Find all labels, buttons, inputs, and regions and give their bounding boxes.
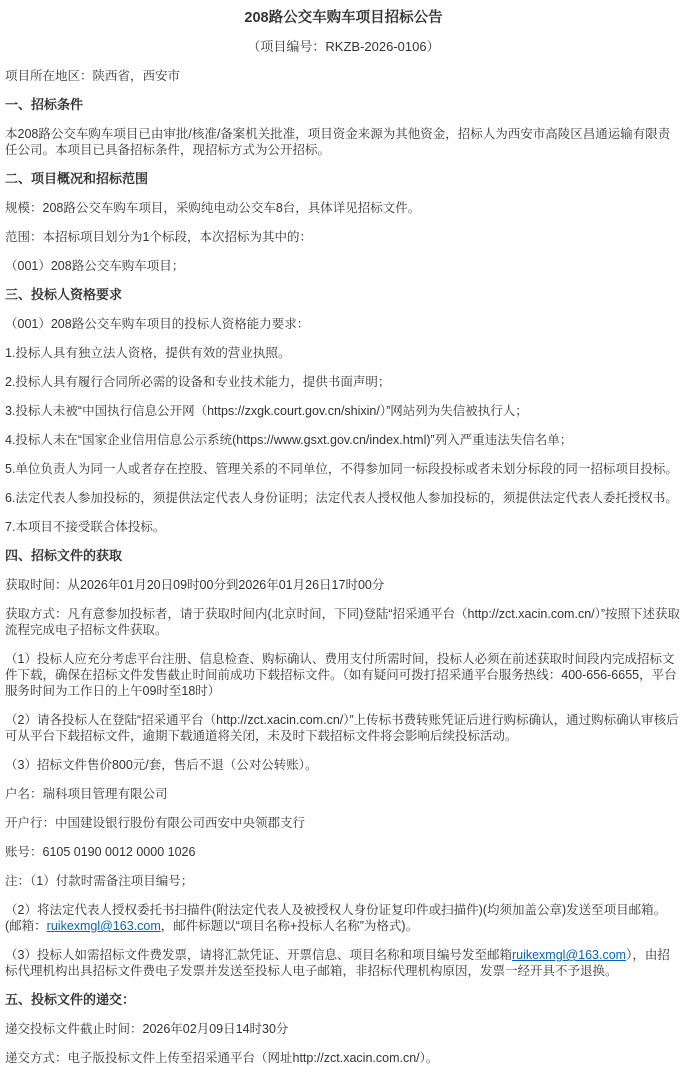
obtain-step-1: （1）投标人应充分考虑平台注册、信息检查、购标确认、费用支付所需时间，投标人必须在前述获取时间段内完成招标文件下载，确保在招标文件发售截止时间前成功下载招标文件。（如有疑问可拨打招采通平台服务热线：400-656-6655，平台服务时间为工作日的上午09时至18时） — [5, 652, 677, 698]
qualification-item-1: 1.投标人具有独立法人资格，提供有效的营业执照。 — [5, 346, 291, 360]
project-location: 项目所在地区：陕西省，西安市 — [5, 69, 181, 83]
obtain-time: 获取时间：从2026年01月20日09时00分到2026年01月26日17时00分 — [5, 578, 385, 592]
obtain-step-3: （3）招标文件售价800元/套，售后不退（公对公转账）。 — [5, 758, 318, 772]
qualification-intro: （001）208路公交车购车项目的投标人资格能力要求： — [5, 317, 310, 331]
section-2-heading: 二、项目概况和招标范围 — [5, 171, 149, 186]
qualification-item-7: 7.本项目不接受联合体投标。 — [5, 520, 166, 534]
email-link[interactable]: ruikexmgl@163.com — [46, 919, 161, 933]
payment-note-2-text: （2）将法定代表人授权委托书扫描件(附法定代表人及被授权人身份证复印件或扫描件)(均须加盖公章)发送至项目邮箱。(邮箱： — [5, 903, 667, 933]
payment-note-2-text-after: ，邮件标题以“项目名称+投标人名称”为格式)。 — [160, 919, 419, 933]
obtain-method: 获取方式：凡有意参加投标者，请于获取时间内(北京时间，下同)登陆“招采通平台（http://zct.xacin.com.cn/）”按照下述获取流程完成电子招标文件获取。 — [5, 607, 681, 637]
payment-note-3-text: （3）投标人如需招标文件费发票，请将汇款凭证、开票信息、项目名称和项目编号发至邮箱 — [5, 948, 512, 962]
qualification-item-5: 5.单位负责人为同一人或者存在控股、管理关系的不同单位，不得参加同一标段投标或者未划分标段的同一招标项目投标。 — [5, 462, 678, 476]
section-1-body: 本208路公交车购车项目已由审批/核准/备案机关批准，项目资金来源为其他资金，招标人为西安市高陵区昌通运输有限责任公司。本项目已具备招标条件，现招标方式为公开招标。 — [5, 127, 671, 157]
qualification-item-2: 2.投标人具有履行合同所必需的设备和专业技术能力，提供书面声明； — [5, 375, 391, 389]
account-number: 账号：6105 0190 0012 0000 1026 — [5, 845, 196, 859]
payment-note-3 — [5, 947, 682, 979]
section-1-heading: 一、招标条件 — [5, 97, 84, 112]
payment-note-3-text-after: ），由招标代理机构出具招标文件费电子发票并发送至投标人电子邮箱，非招标代理机构原因，发票一经开具不予退换。 — [5, 948, 670, 978]
qualification-item-4: 4.投标人未在“国家企业信用信息公示系统(https://www.gsxt.gov.cn/index.html)”列入严重违法失信名单； — [5, 433, 573, 447]
section-3-heading: 三、投标人资格要求 — [5, 287, 123, 302]
project-scope: 范围：本招标项目划分为1个标段，本次招标为其中的： — [5, 230, 312, 244]
qualification-item-6: 6.法定代表人参加投标的，须提供法定代表人身份证明；法定代表人授权他人参加投标的，须提供法定代表人委托授权书。 — [5, 491, 678, 505]
account-holder-name: 户名：瑞科项目管理有限公司 — [5, 787, 168, 801]
submission-deadline: 递交投标文件截止时间：2026年02月09日14时30分 — [5, 1022, 289, 1036]
email-link[interactable]: ruikexmgl@163.com — [511, 948, 627, 962]
doc-title: 208路公交车购车项目招标公告 — [244, 10, 443, 26]
project-number: （项目编号：RKZB-2026-0106） — [247, 39, 440, 54]
payment-note-2 — [5, 902, 682, 934]
lot-001: （001）208路公交车购车项目； — [5, 259, 185, 273]
bank-name: 开户行：中国建设银行股份有限公司西安中央领郡支行 — [5, 816, 306, 830]
project-scale: 规模：208路公交车购车项目，采购纯电动公交车8台，具体详见招标文件。 — [5, 201, 421, 215]
obtain-step-2: （2）请各投标人在登陆“招采通平台（http://zct.xacin.com.cn/）”上传标书费转账凭证后进行购标确认，通过购标确认审核后可从平台下载招标文件，逾期下载通道将关闭，未及时下载招标文件将会影响后续投标活动。 — [5, 713, 679, 743]
section-5-heading: 五、投标文件的递交： — [5, 992, 136, 1007]
submission-method: 递交方式：电子版投标文件上传至招采通平台（网址http://zct.xacin.com.cn/）。 — [5, 1051, 439, 1065]
payment-note-1: 注：（1）付款时需备注项目编号； — [5, 874, 194, 888]
section-4-heading: 四、招标文件的获取 — [5, 548, 123, 563]
qualification-item-3: 3.投标人未被“中国执行信息公开网（https://zxgk.court.gov.cn/shixin/）”网站列为失信被执行人； — [5, 404, 528, 418]
